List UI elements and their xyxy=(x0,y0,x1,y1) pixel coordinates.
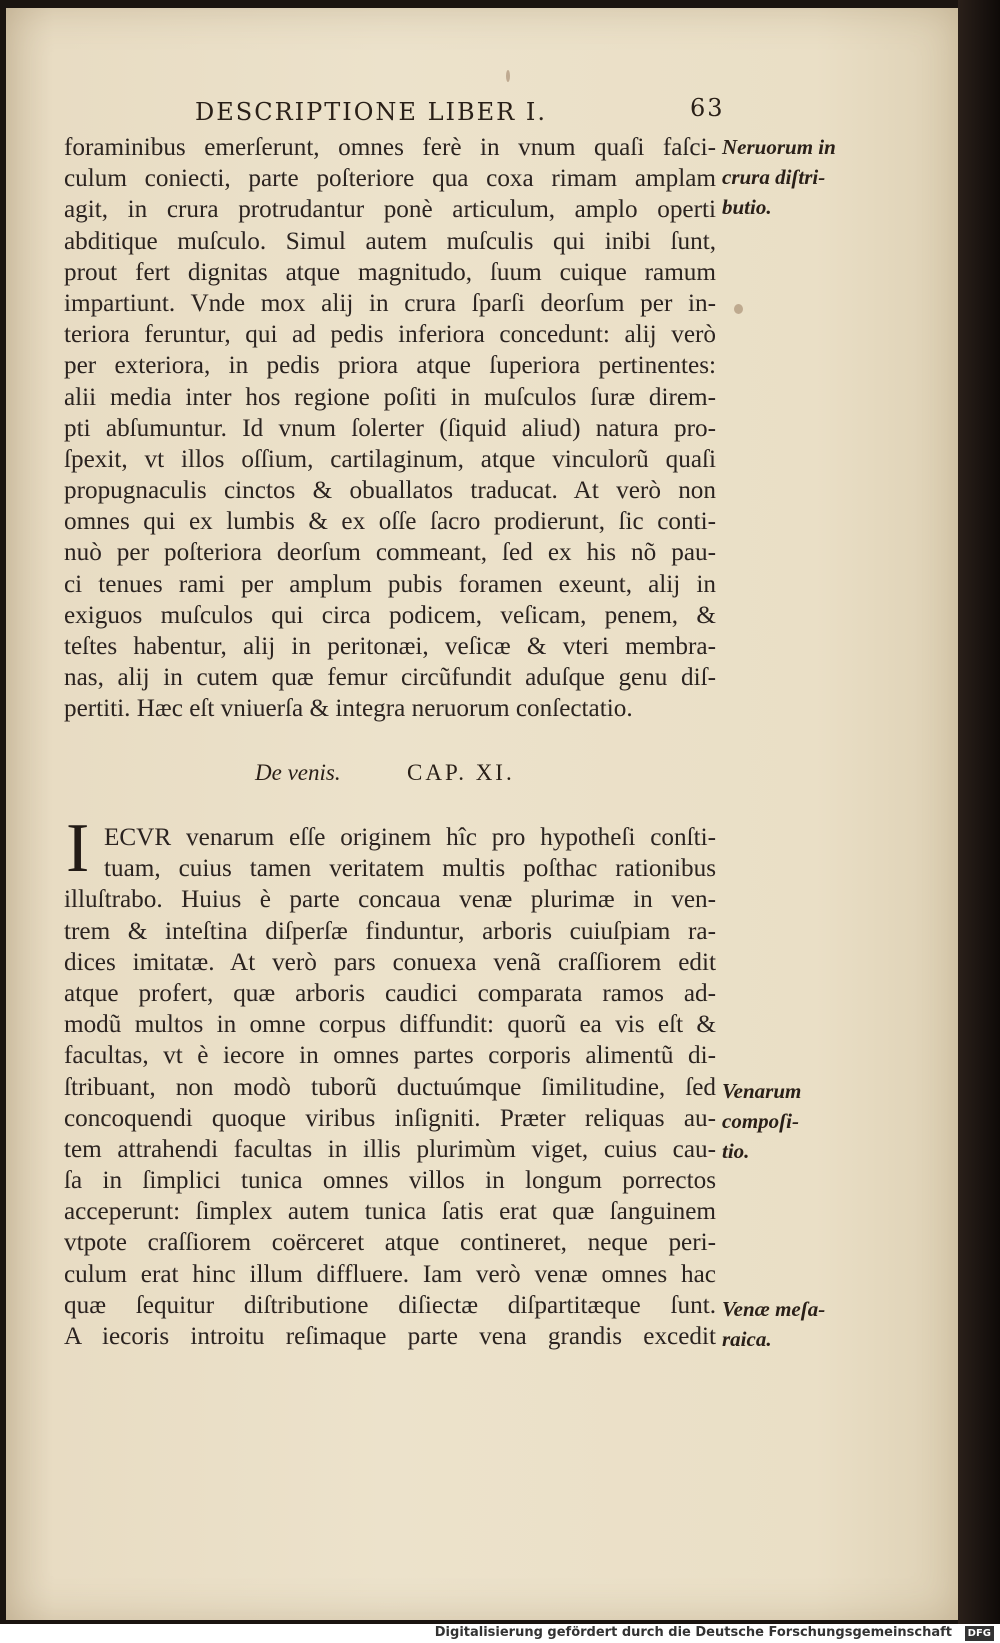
text-line: tuam, cuius tamen veritatem multis poſthac rationibus xyxy=(104,855,716,883)
page-number: 63 xyxy=(690,94,725,122)
text-line: vtpote craſſiorem coërceret atque contineret, neque peri- xyxy=(64,1229,716,1257)
text-line: teſtes habentur, alij in peritonæi, veſicæ & vteri membra- xyxy=(64,633,716,660)
book-spine xyxy=(958,0,1000,1643)
chapter-title: De venis. xyxy=(255,760,341,785)
text-line: ECVR venarum eſſe originem hîc pro hypotheſi conſti- xyxy=(104,824,716,851)
text-line: ſa in ſimplici tunica omnes villos in longum porrectos xyxy=(64,1167,716,1195)
text-line: propugnaculis cinctos & obuallatos traducat. At verò non xyxy=(64,477,716,505)
margin-note-line: crura diſtri- xyxy=(722,165,826,189)
text-line: per exteriora, in pedis priora atque ſuperiora pertinentes: xyxy=(64,352,716,380)
margin-note-line: butio. xyxy=(722,195,772,219)
ink-stain xyxy=(734,304,743,314)
text-line: atque profert, quæ arboris caudici comparata ramos ad- xyxy=(64,979,716,1007)
text-line: dices imitatæ. At verò pars conuexa venã craſſiorem edit xyxy=(64,948,716,976)
margin-note-line: tio. xyxy=(722,1139,750,1163)
drop-cap-initial: I xyxy=(66,810,90,887)
margin-note-line: compoſi- xyxy=(722,1109,799,1133)
text-line: concoquendi quoque viribus inſigniti. Præter reliquas au- xyxy=(64,1104,716,1132)
dfg-logo: DFG xyxy=(965,1626,994,1641)
text-line: ſtribuant, non modò tuborũ ductuúmque ſimilitudine, ſed xyxy=(64,1073,716,1101)
text-line: foraminibus emerſerunt, omnes ferè in vnum quaſi faſci- xyxy=(64,134,716,161)
text-line: tem attrahendi facultas in illis plurimùm viget, cuius cau- xyxy=(64,1135,716,1163)
text-line: omnes qui ex lumbis & ex oſſe ſacro prodierunt, ſic conti- xyxy=(64,508,716,536)
text-line: nas, alij in cutem quæ femur circũfundit aduſque genu diſ- xyxy=(64,664,716,692)
digitization-footer xyxy=(0,1624,1000,1643)
margin-note-mesaraica xyxy=(722,1294,872,1354)
text-block-nerves xyxy=(64,132,716,725)
text-line: pti abſumuntur. Id vnum ſolerter (ſiquid aliud) natura pro- xyxy=(64,414,716,442)
ink-stain xyxy=(506,70,510,82)
margin-note-line: Neruorum in xyxy=(722,135,836,159)
text-line: acceperunt: ſimplex autem tunica ſatis erat quæ ſanguinem xyxy=(64,1198,716,1226)
header-title: DESCRIPTIONE LIBER I. xyxy=(195,98,547,126)
text-line: facultas, vt è iecore in omnes partes corporis alimentũ di- xyxy=(64,1042,716,1070)
text-line: pertiti. Hæc eſt vniuerſa & integra neruorum conſectatio. xyxy=(64,695,633,723)
text-line: agit, in crura protrudantur ponè articulum, amplo operti xyxy=(64,196,716,224)
text-line: quæ ſequitur diſtributione diſiectæ diſpartitæque ſunt. xyxy=(64,1291,716,1319)
text-line: illuſtrabo. Huius è parte concaua venæ plurimæ in ven- xyxy=(64,886,716,914)
text-line: trem & inteſtina diſperſæ finduntur, arboris cuiuſpiam ra- xyxy=(64,917,716,945)
footer-credit: Digitalisierung gefördert durch die Deutsche Forschungsgemeinschaft xyxy=(434,1625,952,1640)
text-line: exiguos muſculos qui circa podicem, veſicam, penem, & xyxy=(64,601,716,629)
text-line: ſpexit, vt illos oſſium, cartilaginum, atque vinculorũ quaſi xyxy=(64,445,716,473)
text-line: culum coniecti, parte poſteriore qua coxa rimam amplam xyxy=(64,165,716,193)
text-line: impartiunt. Vnde mox alij in crura ſparſi deorſum per in- xyxy=(64,289,716,317)
text-line: teriora feruntur, qui ad pedis inferiora concedunt: alij verò xyxy=(64,321,716,349)
text-block-veins xyxy=(64,822,716,1352)
chapter-number: CAP. XI. xyxy=(407,760,515,785)
text-line: alii media inter hos regione poſiti in muſculos ſuræ direm- xyxy=(64,383,716,411)
text-line: modũ multos in omne corpus diffundit: quorũ ea vis eſt & xyxy=(64,1011,716,1039)
text-line: ci tenues rami per amplum pubis foramen exeunt, alij in xyxy=(64,570,716,598)
margin-note-line: Venæ meſa- xyxy=(722,1297,826,1321)
margin-note-line: Venarum xyxy=(722,1079,802,1103)
text-line: culum erat hinc illum diffluere. Iam verò venæ omnes hac xyxy=(64,1260,716,1288)
margin-note-line: raica. xyxy=(722,1327,772,1351)
text-line: prout fert dignitas atque magnitudo, ſuum cuique ramum xyxy=(64,258,716,286)
text-line: A iecoris introitu reſimaque parte vena grandis excedit xyxy=(64,1323,716,1350)
margin-note-nerves xyxy=(722,132,872,222)
margin-note-veins xyxy=(722,1076,872,1166)
text-line: nuò per poſteriora deorſum commeant, ſed ex his nõ pau- xyxy=(64,539,716,567)
text-line: abditique muſculo. Simul autem muſculis qui inibi ſunt, xyxy=(64,227,716,255)
